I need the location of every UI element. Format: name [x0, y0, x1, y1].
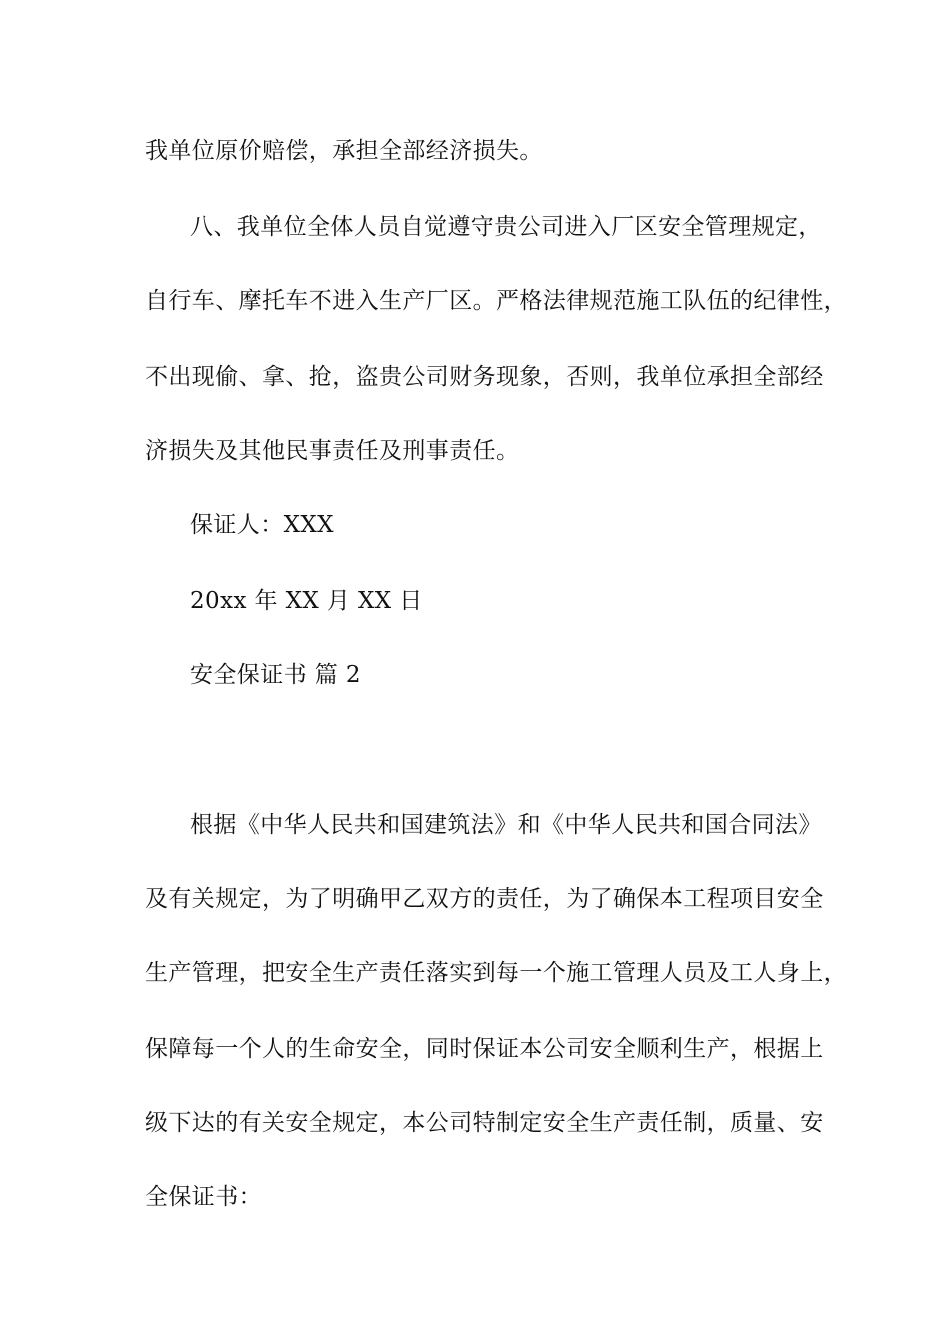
date-line: 20xx 年 XX 月 XX 日 [190, 588, 423, 614]
guarantor-line: 保证人：XXX [190, 512, 334, 538]
paragraph-line: 保障每一个人的生命安全，同时保证本公司安全顺利生产，根据上 [145, 1036, 824, 1062]
paragraph-line: 不出现偷、拿、抢，盗贵公司财务现象，否则，我单位承担全部经 [145, 364, 824, 390]
paragraph-line: 八、我单位全体人员自觉遵守贵公司进入厂区安全管理规定， [190, 214, 822, 240]
section-title: 安全保证书 篇 2 [190, 662, 361, 688]
paragraph-line: 全保证书： [145, 1184, 262, 1210]
paragraph-line: 济损失及其他民事责任及刑事责任。 [145, 438, 520, 464]
paragraph-line: 我单位原价赔偿，承担全部经济损失。 [145, 138, 543, 164]
paragraph-line: 及有关规定，为了明确甲乙双方的责任，为了确保本工程项目安全 [145, 886, 824, 912]
paragraph-line: 自行车、摩托车不进入生产厂区。严格法律规范施工队伍的纪律性， [145, 288, 847, 314]
paragraph-line: 生产管理，把安全生产责任落实到每一个施工管理人员及工人身上， [145, 960, 847, 986]
paragraph-line: 根据《中华人民共和国建筑法》和《中华人民共和国合同法》 [190, 812, 822, 838]
paragraph-line: 级下达的有关安全规定，本公司特制定安全生产责任制，质量、安 [145, 1110, 824, 1136]
